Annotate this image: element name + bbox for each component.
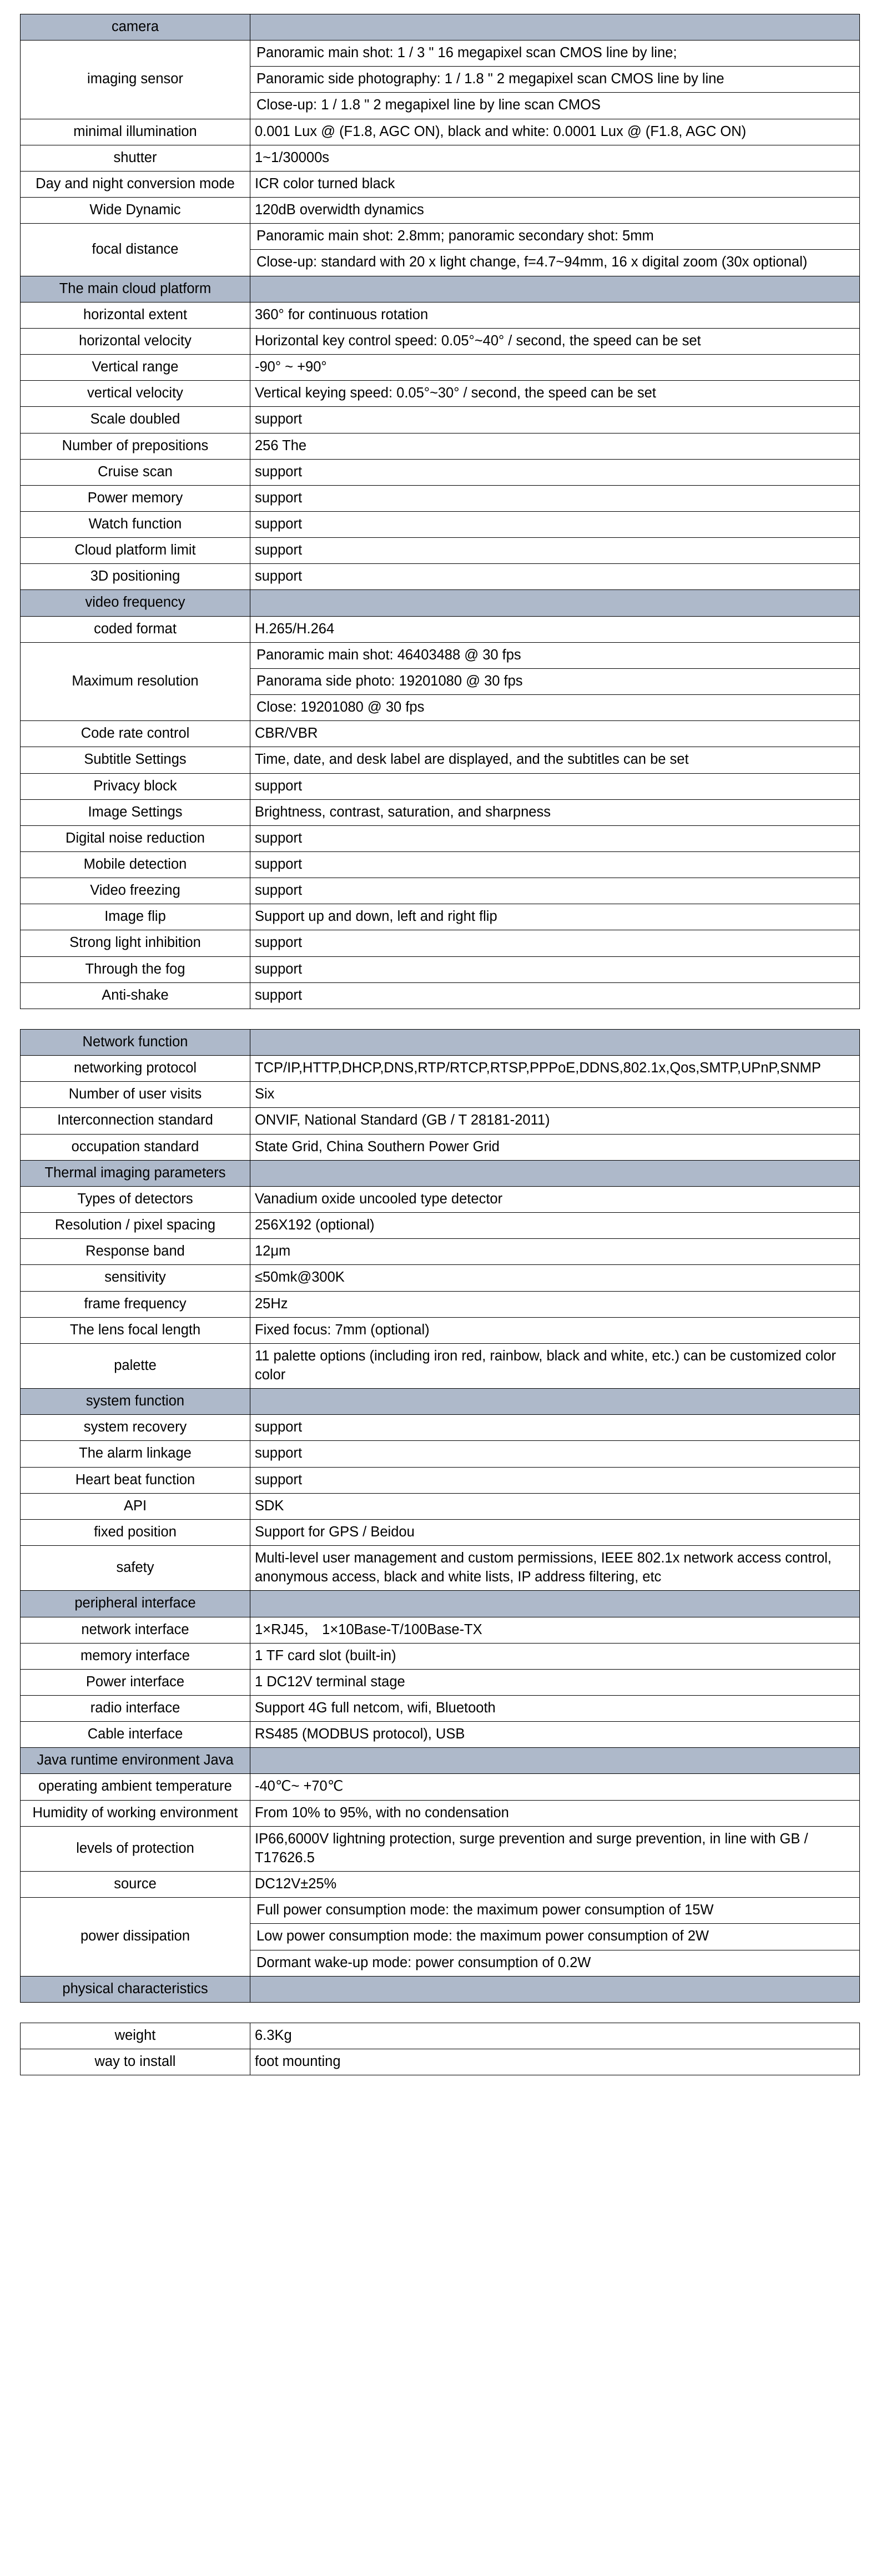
- spec-row: [21, 381, 860, 407]
- spec-row: [21, 1493, 860, 1519]
- camera-and-video-table: [20, 14, 860, 1009]
- spec-label: imaging sensor: [21, 41, 250, 119]
- spec-value-group: [250, 224, 860, 276]
- spec-label: networking protocol: [21, 1056, 250, 1082]
- network-and-system-table: [20, 1029, 860, 2003]
- spec-label: The alarm linkage: [21, 1441, 250, 1467]
- spec-row: [21, 407, 860, 433]
- spec-value: 0.001 Lux @ (F1.8, AGC ON), black and white: 0.0001 Lux @ (F1.8, AGC ON): [250, 119, 860, 145]
- spec-row: [21, 1872, 860, 1898]
- spec-row: [21, 1213, 860, 1239]
- spec-value: -90° ~ +90°: [250, 355, 860, 381]
- spec-row: [21, 1415, 860, 1441]
- spec-label: Subtitle Settings: [21, 747, 250, 773]
- spec-value: Horizontal key control speed: 0.05°~40° / second, the speed can be set: [250, 328, 860, 354]
- spec-value: support: [250, 773, 860, 799]
- section-header-filler: [250, 590, 860, 616]
- spec-value: Support up and down, left and right flip: [250, 904, 860, 930]
- spec-label: Power interface: [21, 1669, 250, 1695]
- spec-label: power dissipation: [21, 1898, 250, 1976]
- spec-value: Fixed focus: 7mm (optional): [250, 1317, 860, 1343]
- section-title: camera: [21, 14, 250, 41]
- spec-row: [21, 1441, 860, 1467]
- section-header-row: [21, 590, 860, 616]
- spec-row: [21, 1239, 860, 1265]
- spec-label: Cloud platform limit: [21, 538, 250, 564]
- spec-row: [21, 119, 860, 145]
- spec-label: Image flip: [21, 904, 250, 930]
- spec-row: [21, 1108, 860, 1134]
- spec-row: [21, 198, 860, 224]
- section-header-row: [21, 14, 860, 41]
- spec-value: Vanadium oxide uncooled type detector: [250, 1186, 860, 1212]
- spec-label: coded format: [21, 616, 250, 642]
- section-header-row: [21, 1748, 860, 1774]
- spec-label: levels of protection: [21, 1826, 250, 1871]
- spec-row: [21, 328, 860, 354]
- spec-row: [21, 2049, 860, 2075]
- spec-row: [21, 1546, 860, 1591]
- spec-label: The lens focal length: [21, 1317, 250, 1343]
- section-header-row: [21, 1160, 860, 1186]
- spec-value-line: Dormant wake-up mode: power consumption of 0.2W: [256, 1954, 591, 1970]
- spec-value: support: [250, 1441, 860, 1467]
- spec-value: support: [250, 459, 860, 485]
- spec-label: Power memory: [21, 485, 250, 511]
- spec-label: 3D positioning: [21, 564, 250, 590]
- spec-row: [21, 2023, 860, 2049]
- spec-value: 1 TF card slot (built-in): [250, 1643, 860, 1669]
- spec-label: Strong light inhibition: [21, 930, 250, 956]
- spec-row: [21, 904, 860, 930]
- spec-label: sensitivity: [21, 1265, 250, 1291]
- spec-value: support: [250, 982, 860, 1009]
- spec-label: Number of prepositions: [21, 433, 250, 459]
- section-title: video frequency: [21, 590, 250, 616]
- spec-value: 120dB overwidth dynamics: [250, 198, 860, 224]
- spec-value-line: Panoramic main shot: 1 / 3 " 16 megapixel scan CMOS line by line;: [250, 41, 859, 67]
- spec-value: SDK: [250, 1493, 860, 1519]
- spec-row: [21, 1898, 860, 1976]
- spec-label: source: [21, 1872, 250, 1898]
- spec-label: Vertical range: [21, 355, 250, 381]
- spec-value: support: [250, 930, 860, 956]
- section-header-filler: [250, 1591, 860, 1617]
- spec-value-group: [250, 642, 860, 720]
- spec-value: IP66,6000V lightning protection, surge prevention and surge prevention, in line with GB / T17626.5: [250, 1826, 860, 1871]
- spec-row: [21, 1826, 860, 1871]
- spec-label: occupation standard: [21, 1134, 250, 1160]
- spec-label: Code rate control: [21, 721, 250, 747]
- spec-row: [21, 930, 860, 956]
- spec-row: [21, 616, 860, 642]
- spec-value: 11 palette options (including iron red, rainbow, black and white, etc.) can be customized color color: [250, 1343, 860, 1388]
- spec-row: [21, 1317, 860, 1343]
- spec-value-line: Full power consumption mode: the maximum power consumption of 15W: [250, 1898, 859, 1924]
- spec-label: fixed position: [21, 1519, 250, 1545]
- spec-label: focal distance: [21, 224, 250, 276]
- spec-row: [21, 459, 860, 485]
- section-title: The main cloud platform: [21, 276, 250, 302]
- spec-label: horizontal velocity: [21, 328, 250, 354]
- spec-row: [21, 1467, 860, 1493]
- spec-value: From 10% to 95%, with no condensation: [250, 1800, 860, 1826]
- spec-row: [21, 825, 860, 851]
- spec-row: [21, 41, 860, 119]
- spec-row: [21, 982, 860, 1009]
- spec-row: [21, 302, 860, 328]
- spec-row: [21, 1291, 860, 1317]
- spec-row: [21, 1643, 860, 1669]
- spec-label: Response band: [21, 1239, 250, 1265]
- spec-row: [21, 1696, 860, 1722]
- spec-value: Support 4G full netcom, wifi, Bluetooth: [250, 1696, 860, 1722]
- spec-value: Support for GPS / Beidou: [250, 1519, 860, 1545]
- section-title: Java runtime environment Java: [21, 1748, 250, 1774]
- spec-label: shutter: [21, 145, 250, 171]
- spec-label: Cable interface: [21, 1722, 250, 1748]
- section-title: Network function: [21, 1029, 250, 1055]
- spec-value: support: [250, 956, 860, 982]
- section-header-filler: [250, 1748, 860, 1774]
- spec-label: Watch function: [21, 511, 250, 537]
- spec-value: 360° for continuous rotation: [250, 302, 860, 328]
- section-header-row: [21, 1976, 860, 2002]
- section-title: system function: [21, 1389, 250, 1415]
- spec-value-line: Close-up: standard with 20 x light change, f=4.7~94mm, 16 x digital zoom (30x optional): [256, 254, 808, 270]
- spec-label: minimal illumination: [21, 119, 250, 145]
- spec-value: 1~1/30000s: [250, 145, 860, 171]
- spec-label: memory interface: [21, 1643, 250, 1669]
- spec-value: ≤50mk@300K: [250, 1265, 860, 1291]
- section-header-filler: [250, 1029, 860, 1055]
- spec-value: H.265/H.264: [250, 616, 860, 642]
- spec-value: support: [250, 538, 860, 564]
- spec-row: [21, 1056, 860, 1082]
- spec-value: 6.3Kg: [250, 2023, 860, 2049]
- spec-value: support: [250, 878, 860, 904]
- spec-row: [21, 1134, 860, 1160]
- spec-label: Anti-shake: [21, 982, 250, 1009]
- section-header-filler: [250, 1160, 860, 1186]
- spec-label: frame frequency: [21, 1291, 250, 1317]
- spec-row: [21, 224, 860, 276]
- spec-row: [21, 1343, 860, 1388]
- spec-row: [21, 1669, 860, 1695]
- spec-value: support: [250, 1467, 860, 1493]
- section-header-row: [21, 276, 860, 302]
- spec-label: Humidity of working environment: [21, 1800, 250, 1826]
- spec-label: horizontal extent: [21, 302, 250, 328]
- spec-value: DC12V±25%: [250, 1872, 860, 1898]
- spec-label: Interconnection standard: [21, 1108, 250, 1134]
- spec-value: Six: [250, 1082, 860, 1108]
- spec-label: Wide Dynamic: [21, 198, 250, 224]
- spec-value: Vertical keying speed: 0.05°~30° / second, the speed can be set: [250, 381, 860, 407]
- spec-value: 256 The: [250, 433, 860, 459]
- spec-value-line: Close-up: 1 / 1.8 " 2 megapixel line by line scan CMOS: [256, 97, 601, 113]
- spec-value: support: [250, 485, 860, 511]
- spec-value: Multi-level user management and custom permissions, IEEE 802.1x network access control, anonymous access, black and white lists, IP address filtering, etc: [250, 1546, 860, 1591]
- spec-value: 256X192 (optional): [250, 1213, 860, 1239]
- spec-label: vertical velocity: [21, 381, 250, 407]
- spec-row: [21, 511, 860, 537]
- spec-row: [21, 1722, 860, 1748]
- spec-row: [21, 773, 860, 799]
- section-title: peripheral interface: [21, 1591, 250, 1617]
- spec-row: [21, 878, 860, 904]
- spec-label: Image Settings: [21, 799, 250, 825]
- spec-label: Maximum resolution: [21, 642, 250, 720]
- section-header-row: [21, 1389, 860, 1415]
- spec-row: [21, 642, 860, 720]
- spec-value: TCP/IP,HTTP,DHCP,DNS,RTP/RTCP,RTSP,PPPoE,DDNS,802.1x,Qos,SMTP,UPnP,SNMP: [250, 1056, 860, 1082]
- spec-value-group: [250, 41, 860, 119]
- spec-value: 12μm: [250, 1239, 860, 1265]
- spec-row: [21, 1519, 860, 1545]
- spec-value: support: [250, 852, 860, 878]
- spec-value: 1×RJ45， 1×10Base-T/100Base-TX: [250, 1617, 860, 1643]
- spec-label: Day and night conversion mode: [21, 171, 250, 197]
- spec-row: [21, 145, 860, 171]
- spec-label: Through the fog: [21, 956, 250, 982]
- spec-value: ONVIF, National Standard (GB / T 28181-2011): [250, 1108, 860, 1134]
- section-header-row: [21, 1029, 860, 1055]
- spec-label: network interface: [21, 1617, 250, 1643]
- spec-label: Heart beat function: [21, 1467, 250, 1493]
- spec-value: foot mounting: [250, 2049, 860, 2075]
- spec-value-line: Panoramic main shot: 46403488 @ 30 fps: [250, 643, 859, 669]
- spec-label: safety: [21, 1546, 250, 1591]
- spec-value: -40℃~ +70℃: [250, 1774, 860, 1800]
- section-header-filler: [250, 14, 860, 41]
- spec-row: [21, 1082, 860, 1108]
- spec-value: support: [250, 511, 860, 537]
- spec-label: operating ambient temperature: [21, 1774, 250, 1800]
- spec-label: radio interface: [21, 1696, 250, 1722]
- spec-label: Resolution / pixel spacing: [21, 1213, 250, 1239]
- spec-row: [21, 355, 860, 381]
- spec-row: [21, 747, 860, 773]
- spec-row: [21, 564, 860, 590]
- spec-label: Cruise scan: [21, 459, 250, 485]
- spec-row: [21, 538, 860, 564]
- spec-value: 25Hz: [250, 1291, 860, 1317]
- spec-label: way to install: [21, 2049, 250, 2075]
- spec-label: palette: [21, 1343, 250, 1388]
- section-header-row: [21, 1591, 860, 1617]
- spec-value: support: [250, 564, 860, 590]
- spec-label: Types of detectors: [21, 1186, 250, 1212]
- spec-row: [21, 721, 860, 747]
- spec-label: Video freezing: [21, 878, 250, 904]
- section-header-filler: [250, 1389, 860, 1415]
- spec-value: support: [250, 407, 860, 433]
- spec-row: [21, 1617, 860, 1643]
- spec-label: Mobile detection: [21, 852, 250, 878]
- spec-value: Brightness, contrast, saturation, and sharpness: [250, 799, 860, 825]
- spec-value-group: [250, 1898, 860, 1976]
- spec-value: CBR/VBR: [250, 721, 860, 747]
- section-title: physical characteristics: [21, 1976, 250, 2002]
- spec-label: system recovery: [21, 1415, 250, 1441]
- spec-value: RS485 (MODBUS protocol), USB: [250, 1722, 860, 1748]
- spec-value: support: [250, 1415, 860, 1441]
- spec-label: Number of user visits: [21, 1082, 250, 1108]
- spec-row: [21, 485, 860, 511]
- spec-value: support: [250, 825, 860, 851]
- spec-row: [21, 1186, 860, 1212]
- spec-row: [21, 171, 860, 197]
- spec-label: API: [21, 1493, 250, 1519]
- section-title: Thermal imaging parameters: [21, 1160, 250, 1186]
- spec-value: ICR color turned black: [250, 171, 860, 197]
- spec-label: Privacy block: [21, 773, 250, 799]
- spec-value: 1 DC12V terminal stage: [250, 1669, 860, 1695]
- spec-value: Time, date, and desk label are displayed, and the subtitles can be set: [250, 747, 860, 773]
- spec-row: [21, 1265, 860, 1291]
- spec-row: [21, 433, 860, 459]
- section-header-filler: [250, 1976, 860, 2002]
- spec-row: [21, 956, 860, 982]
- spec-value: State Grid, China Southern Power Grid: [250, 1134, 860, 1160]
- spec-row: [21, 799, 860, 825]
- section-header-filler: [250, 276, 860, 302]
- spec-value-line: Panorama side photo: 19201080 @ 30 fps: [250, 669, 859, 695]
- spec-row: [21, 852, 860, 878]
- spec-label: Digital noise reduction: [21, 825, 250, 851]
- spec-value-line: Panoramic main shot: 2.8mm; panoramic secondary shot: 5mm: [250, 224, 859, 250]
- spec-value-line: Panoramic side photography: 1 / 1.8 " 2 megapixel scan CMOS line by line: [250, 67, 859, 93]
- spec-value-line: Low power consumption mode: the maximum power consumption of 2W: [250, 1924, 859, 1950]
- spec-label: Scale doubled: [21, 407, 250, 433]
- spec-value-line: Close: 19201080 @ 30 fps: [256, 699, 425, 715]
- spec-row: [21, 1800, 860, 1826]
- physical-characteristics-table: [20, 2023, 860, 2075]
- spec-row: [21, 1774, 860, 1800]
- spec-label: weight: [21, 2023, 250, 2049]
